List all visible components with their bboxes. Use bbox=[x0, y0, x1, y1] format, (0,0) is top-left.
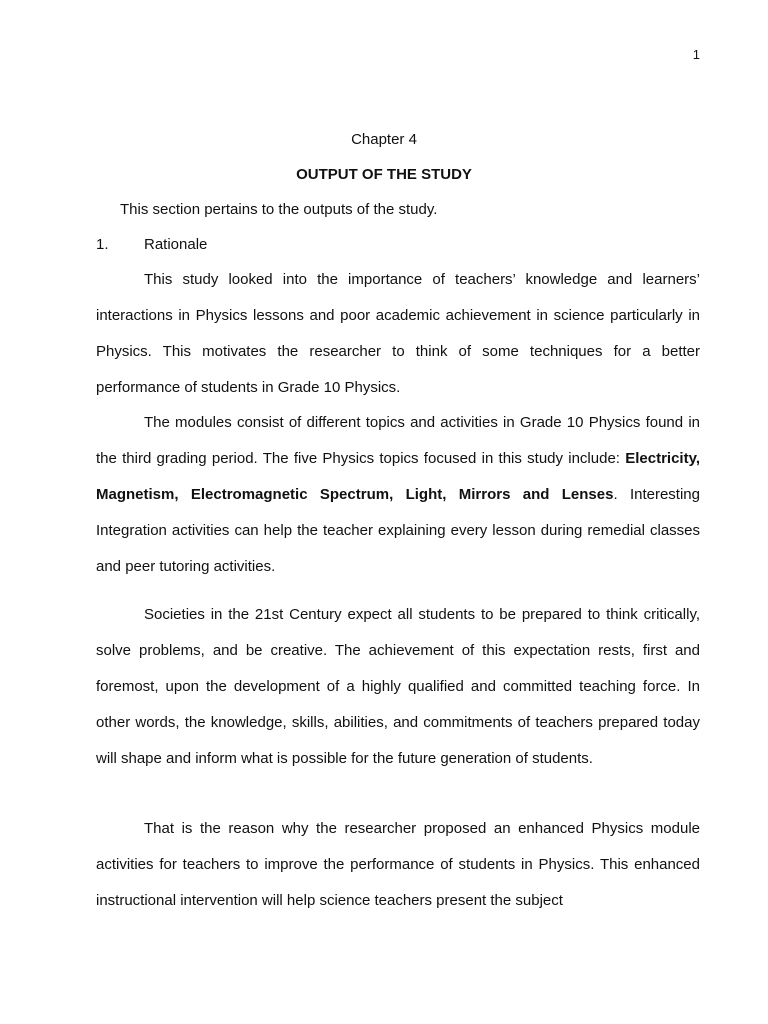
paragraph-rationale-3: Societies in the 21st Century expect all students to be prepared to think critically, solve problems, and be creative. The achievement of this expectation rests, first and foremost, upon the development of a highly qualified and committed teaching force. In other words, the knowledge, skills, abilities, and commitments of teachers prepared today will shape and inform what is possible for the future generation of students. bbox=[96, 606, 700, 767]
paragraph-rationale-1: This study looked into the importance of teachers’ knowledge and learners’ interactions in Physics lessons and poor academic achievement in science particularly in Physics. This motivates the researcher to think of some techniques for a better performance of students in Grade 10 Physics. bbox=[96, 271, 700, 396]
paragraph-text: The modules consist of different topics and activities in Grade 10 Physics found in the third grading period. The five Physics topics focused in this study include: bbox=[96, 414, 700, 467]
paragraph-text: . Interesting Integration activities can help the teacher explaining every lesson during remedial classes and peer tutoring activities. bbox=[96, 486, 700, 575]
topics-list-bold: Electricity, Magnetism, Electromagnetic Spectrum, Light, Mirrors and Lenses bbox=[96, 450, 700, 503]
page-number: 1 bbox=[692, 47, 700, 62]
section-number: 1. bbox=[96, 236, 109, 253]
chapter-label: Chapter 4 bbox=[351, 131, 417, 148]
paragraph-rationale-4: That is the reason why the researcher proposed an enhanced Physics module activities for teachers to improve the performance of students in Physics. This enhanced instructional intervention will help science teachers present the subject bbox=[96, 820, 700, 909]
intro-paragraph: This section pertains to the outputs of the study. bbox=[120, 201, 438, 218]
page-title: OUTPUT OF THE STUDY bbox=[296, 166, 472, 183]
section-heading bbox=[96, 235, 207, 255]
paragraph-rationale-2 bbox=[96, 405, 700, 585]
section-title: Rationale bbox=[144, 236, 208, 253]
